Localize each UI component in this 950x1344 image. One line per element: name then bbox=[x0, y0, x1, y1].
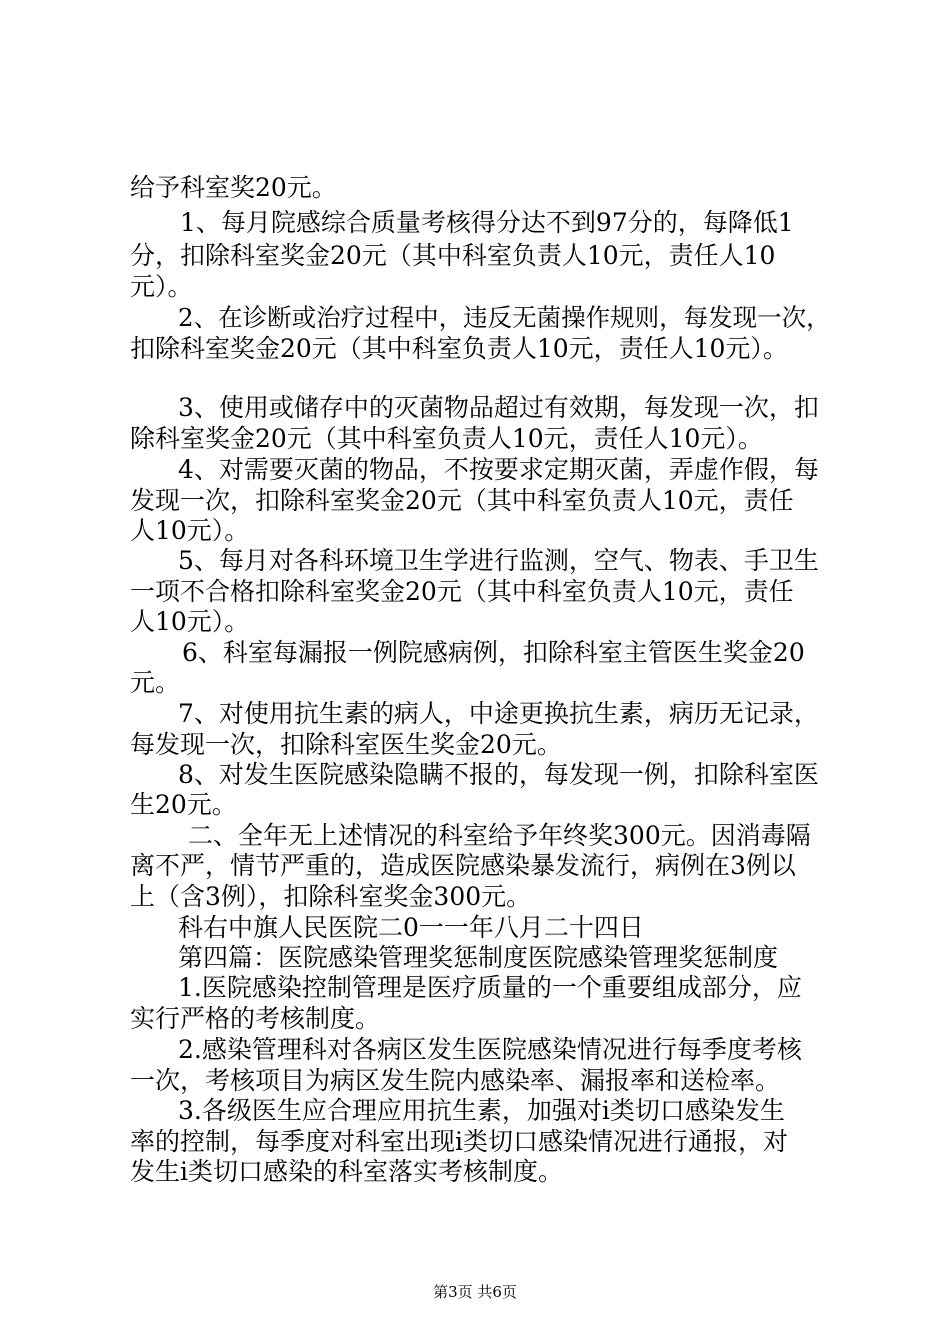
text-line: 每发现一次，扣除科室医生奖金20元。 bbox=[130, 730, 562, 759]
text-line: 1.医院感染控制管理是医疗质量的一个重要组成部分，应 bbox=[178, 973, 802, 1002]
text-line: 2.感染管理科对各病区发生医院感染情况进行每季度考核 bbox=[178, 1035, 802, 1064]
text-line: 生20元。 bbox=[130, 790, 237, 819]
text-line: 元）。 bbox=[130, 272, 193, 301]
text-line: 分，扣除科室奖金20元（其中科室负责人10元，责任人10 bbox=[130, 241, 776, 270]
text-line: 发现一次，扣除科室奖金20元（其中科室负责人10元，责任 bbox=[130, 486, 794, 515]
text-line: 实行严格的考核制度。 bbox=[130, 1004, 381, 1033]
section-heading: 第四篇：医院感染管理奖惩制度医院感染管理奖惩制度 bbox=[178, 943, 779, 972]
text-line: 3、使用或储存中的灭菌物品超过有效期，每发现一次，扣 bbox=[178, 393, 819, 422]
text-line: 一次，考核项目为病区发生院内感染率、漏报率和送检率。 bbox=[130, 1066, 781, 1095]
text-line: 8、对发生医院感染隐瞒不报的，每发现一例，扣除科室医 bbox=[178, 760, 819, 789]
text-line: 人10元）。 bbox=[130, 516, 250, 545]
text-line: 7、对使用抗生素的病人，中途更换抗生素，病历无记录， bbox=[178, 699, 819, 728]
text-line: 2、在诊断或治疗过程中，违反无菌操作规则，每发现一次， bbox=[178, 303, 831, 332]
signature-line: 科右中旗人民医院二0一一年八月二十四日 bbox=[178, 913, 644, 942]
text-line: 1、每月院感综合质量考核得分达不到97分的，每降低1 bbox=[180, 208, 794, 237]
page-number-footer: 第3页 共6页 bbox=[433, 1283, 517, 1301]
text-line: 给予科室奖20元。 bbox=[130, 173, 337, 202]
text-line: 5、每月对各科环境卫生学进行监测，空气、物表、手卫生 bbox=[178, 546, 819, 575]
text-line: 率的控制，每季度对科室出现i类切口感染情况进行通报，对 bbox=[130, 1127, 788, 1156]
text-line: 二、全年无上述情况的科室给予年终奖300元。因消毒隔 bbox=[188, 821, 811, 850]
text-line: 离不严，情节严重的，造成医院感染暴发流行，病例在3例以 bbox=[130, 851, 796, 880]
text-line: 人10元）。 bbox=[130, 607, 250, 636]
text-line: 元。 bbox=[130, 668, 181, 697]
text-line: 上（含3例），扣除科室奖金300元。 bbox=[130, 882, 532, 911]
text-line: 4、对需要灭菌的物品，不按要求定期灭菌，弄虚作假，每 bbox=[178, 455, 819, 484]
text-line: 除科室奖金20元（其中科室负责人10元，责任人10元）。 bbox=[130, 424, 763, 453]
text-line: 6、科室每漏报一例院感病例，扣除科室主管医生奖金20 bbox=[182, 638, 805, 667]
text-line: 发生i类切口感染的科室落实考核制度。 bbox=[130, 1157, 563, 1186]
text-line: 一项不合格扣除科室奖金20元（其中科室负责人10元，责任 bbox=[130, 577, 794, 606]
text-line: 3.各级医生应合理应用抗生素，加强对i类切口感染发生 bbox=[178, 1096, 785, 1125]
text-line: 扣除科室奖金20元（其中科室负责人10元，责任人10元）。 bbox=[130, 334, 788, 363]
